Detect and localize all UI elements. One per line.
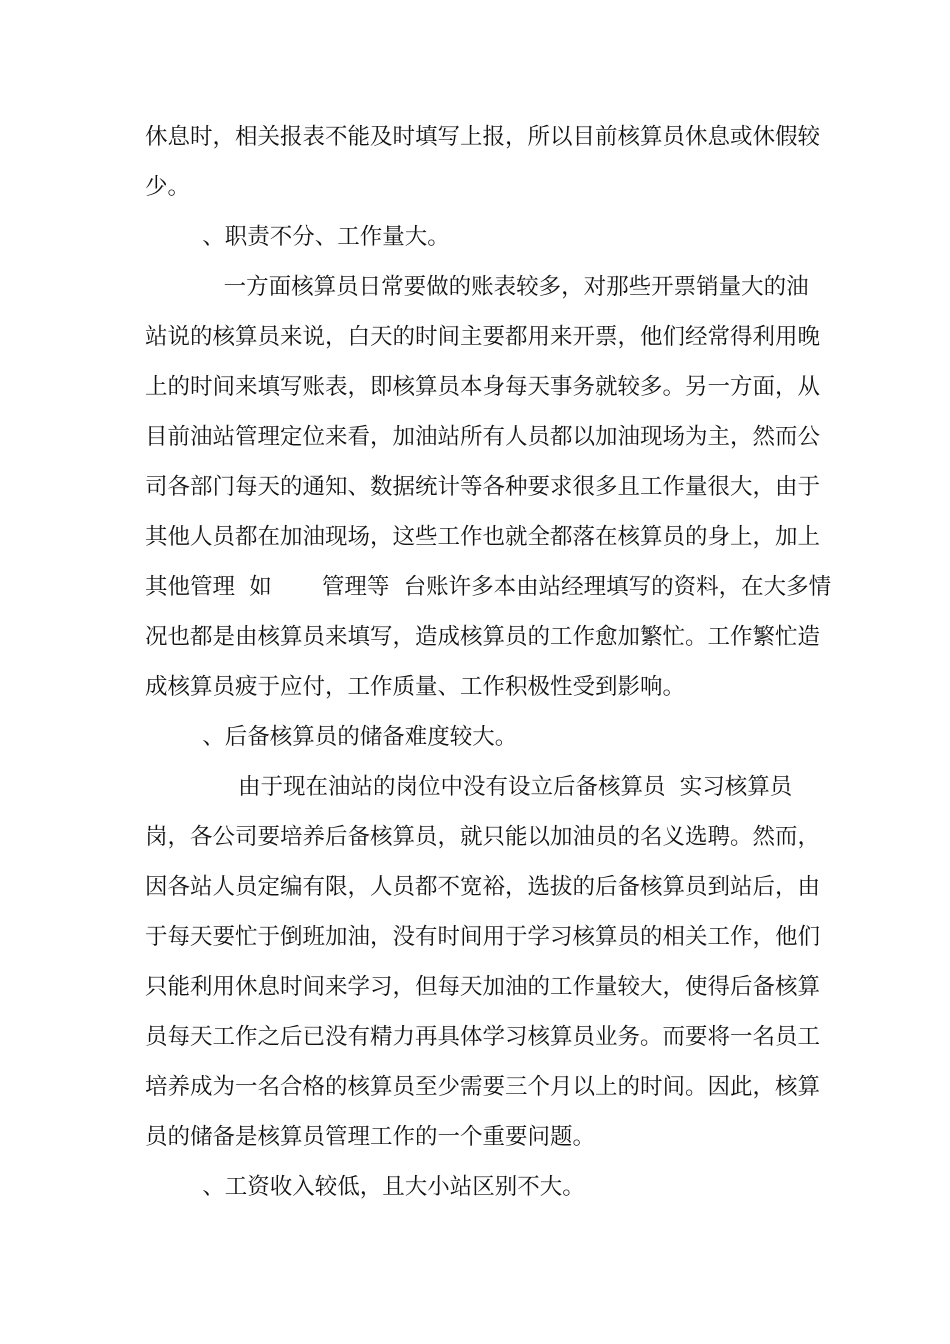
section-heading: 、后备核算员的储备难度较大。 <box>145 724 518 750</box>
text-line: 其他人员都在加油现场，这些工作也就全都落在核算员的身上，加上 <box>145 524 821 550</box>
text-line: 员每天工作之后已没有精力再具体学习核算员业务。而要将一名员工 <box>145 1024 821 1050</box>
text-line: 员的储备是核算员管理工作的一个重要问题。 <box>145 1124 596 1150</box>
text-line: 于每天要忙于倒班加油，没有时间用于学习核算员的相关工作，他们 <box>145 924 821 950</box>
text-line: 休息时，相关报表不能及时填写上报，所以目前核算员休息或休假较 <box>145 124 821 150</box>
text-line: 只能利用休息时间来学习，但每天加油的工作量较大，使得后备核算 <box>145 974 821 1000</box>
text-line: 培养成为一名合格的核算员至少需要三个月以上的时间。因此，核算 <box>145 1074 821 1100</box>
section-heading: 、职责不分、工作量大。 <box>145 224 450 250</box>
text-line: 站说的核算员来说，白天的时间主要都用来开票，他们经常得利用晚 <box>145 324 821 350</box>
text-line: 岗，各公司要培养后备核算员，就只能以加油员的名义选聘。然而， <box>145 824 821 850</box>
text-line: 上的时间来填写账表，即核算员本身每天事务就较多。另一方面，从 <box>145 374 821 400</box>
text-line: 其他管理 如 管理等 台账许多本由站经理填写的资料，在大多情 <box>145 574 832 600</box>
section-heading: 、工资收入较低，且大小站区别不大。 <box>145 1174 585 1200</box>
text-line: 司各部门每天的通知、数据统计等各种要求很多且工作量很大，由于 <box>145 474 821 500</box>
text-line: 一方面核算员日常要做的账表较多，对那些开票销量大的油 <box>145 274 809 300</box>
text-line: 况也都是由核算员来填写，造成核算员的工作愈加繁忙。工作繁忙造 <box>145 624 821 650</box>
text-line: 少。 <box>145 174 191 200</box>
text-line: 成核算员疲于应付，工作质量、工作积极性受到影响。 <box>145 674 686 700</box>
text-line: 因各站人员定编有限，人员都不宽裕，选拔的后备核算员到站后，由 <box>145 874 821 900</box>
text-line: 由于现在油站的岗位中没有设立后备核算员 实习核算员 <box>145 774 793 800</box>
text-line: 目前油站管理定位来看，加油站所有人员都以加油现场为主，然而公 <box>145 424 821 450</box>
